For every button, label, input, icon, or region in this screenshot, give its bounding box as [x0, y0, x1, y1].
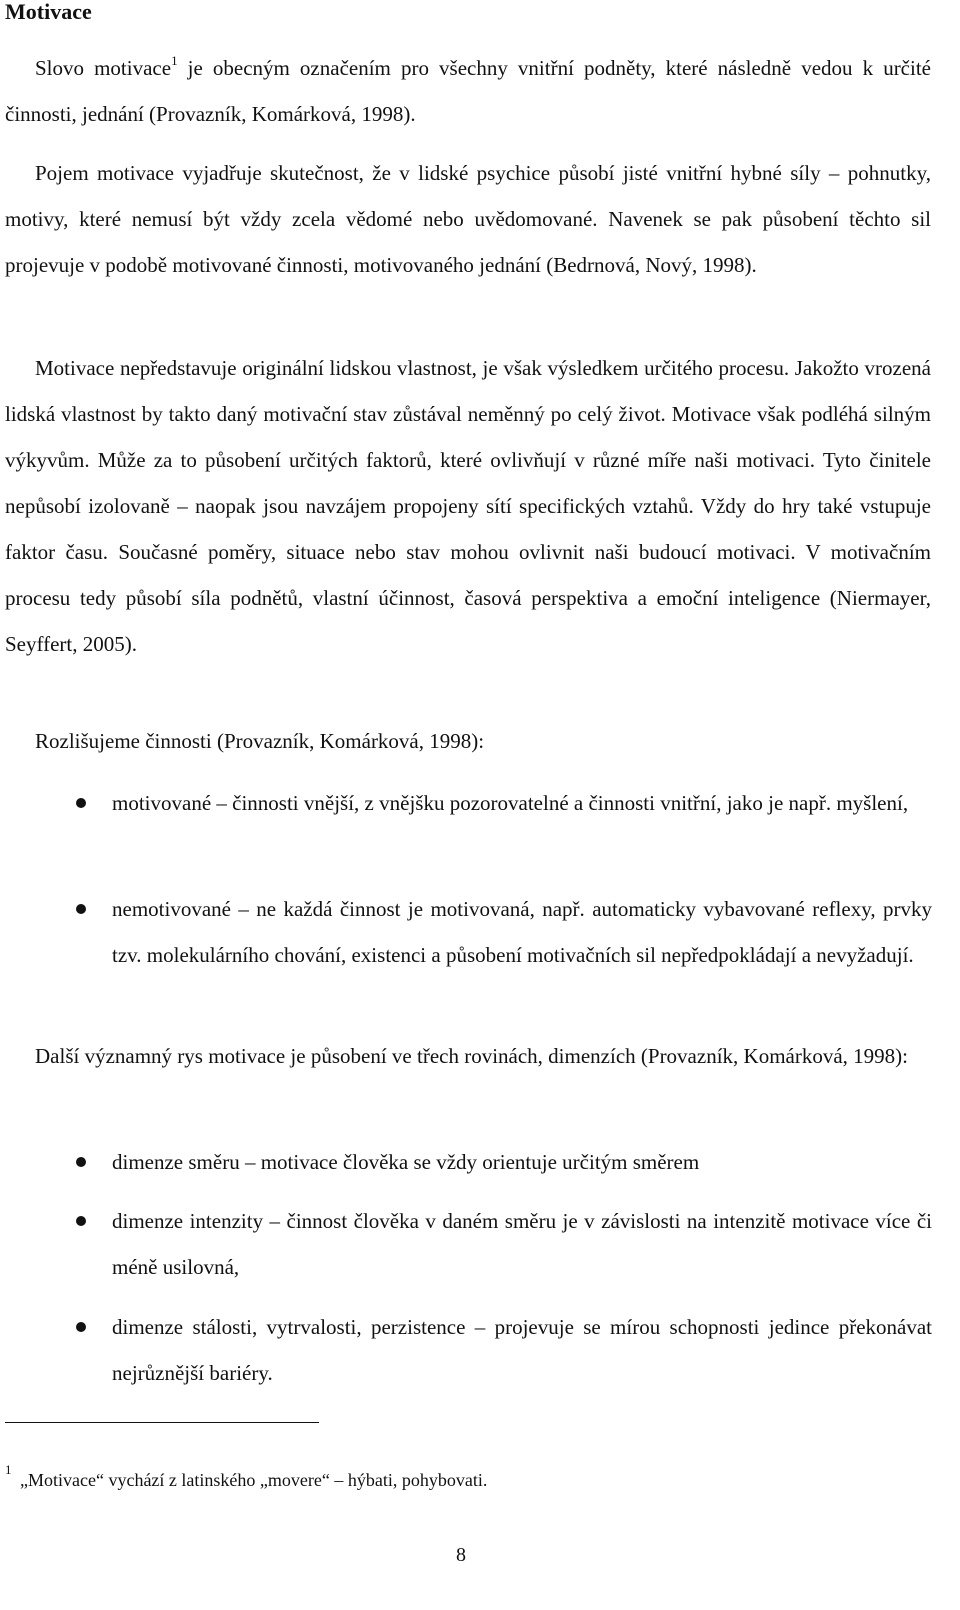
footnote-reference: 1	[171, 53, 178, 68]
paragraph-intro	[5, 45, 931, 137]
paragraph-dimensions-intro: Další významný rys motivace je působení ve třech rovinách, dimenzích (Provazník, Komárková, 1998):	[35, 1044, 908, 1068]
footnote-number: 1	[5, 1462, 12, 1477]
bullet-icon	[76, 1216, 86, 1226]
paragraph-distinction-intro: Rozlišujeme činnosti (Provazník, Komárková, 1998):	[35, 729, 485, 753]
list-item-persistence: dimenze stálosti, vytrvalosti, perzistence – projevuje se mírou schopnosti jedince překonávat nejrůznější bariéry.	[112, 1315, 932, 1385]
list-item-direction: dimenze směru – motivace člověka se vždy orientuje určitým směrem	[112, 1150, 700, 1174]
paragraph-intro-start: Slovo motivace	[35, 56, 172, 80]
paragraph-concept: Pojem motivace vyjadřuje skutečnost, že v lidské psychice působí jisté vnitřní hybné síly – pohnutky, motivy, které nemusí být vždy zcela vědomé nebo uvědomované. Navenek se pak působení těchto sil projevuje v podobě motivované činnosti, motivovaného jednání (Bedrnová, Nový, 1998).	[5, 161, 931, 277]
list-item-intensity: dimenze intenzity – činnost člověka v daném směru je v závislosti na intenzitě motivace více či méně usilovná,	[112, 1209, 932, 1279]
bullet-icon	[76, 1157, 86, 1167]
footnote-separator	[5, 1422, 319, 1423]
bullet-icon	[76, 904, 86, 914]
bullet-icon	[76, 798, 86, 808]
section-heading: Motivace	[5, 0, 92, 24]
list-item-motivated: motivované – činnosti vnější, z vnějšku pozorovatelné a činnosti vnitřní, jako je např. myšlení,	[112, 791, 909, 815]
paragraph-process: Motivace nepředstavuje originální lidskou vlastnost, je však výsledkem určitého procesu. Jakožto vrozená lidská vlastnost by takto daný motivační stav zůstával neměnný po celý život. Motivace však podléhá silným výkyvům. Může za to působení určitých faktorů, které ovlivňují v různé míře naši motivaci. Tyto činitele nepůsobí izolovaně – naopak jsou navzájem propojeny sítí specifických vztahů. Vždy do hry také vstupuje faktor času. Současné poměry, situace nebo stav mohou ovlivnit naši budoucí motivaci. V motivačním procesu tedy působí síla podnětů, vlastní účinnost, časová perspektiva a emoční inteligence (Niermayer, Seyffert, 2005).	[5, 356, 931, 656]
page-number: 8	[456, 1544, 466, 1566]
bullet-icon	[76, 1322, 86, 1332]
paragraph-intro-rest: je obecným označením pro všechny vnitřní podněty, které následně vedou k určité činnosti, jednání (Provazník, Komárková, 1998).	[5, 56, 931, 126]
list-item-unmotivated: nemotivované – ne každá činnost je motivovaná, např. automaticky vybavované reflexy, prvky tzv. molekulárního chování, existenci a působení motivačních sil nepředpokládají a nevyžadují.	[112, 897, 932, 967]
footnote-text: „Motivace“ vychází z latinského „movere“ – hýbati, pohybovati.	[20, 1470, 488, 1490]
